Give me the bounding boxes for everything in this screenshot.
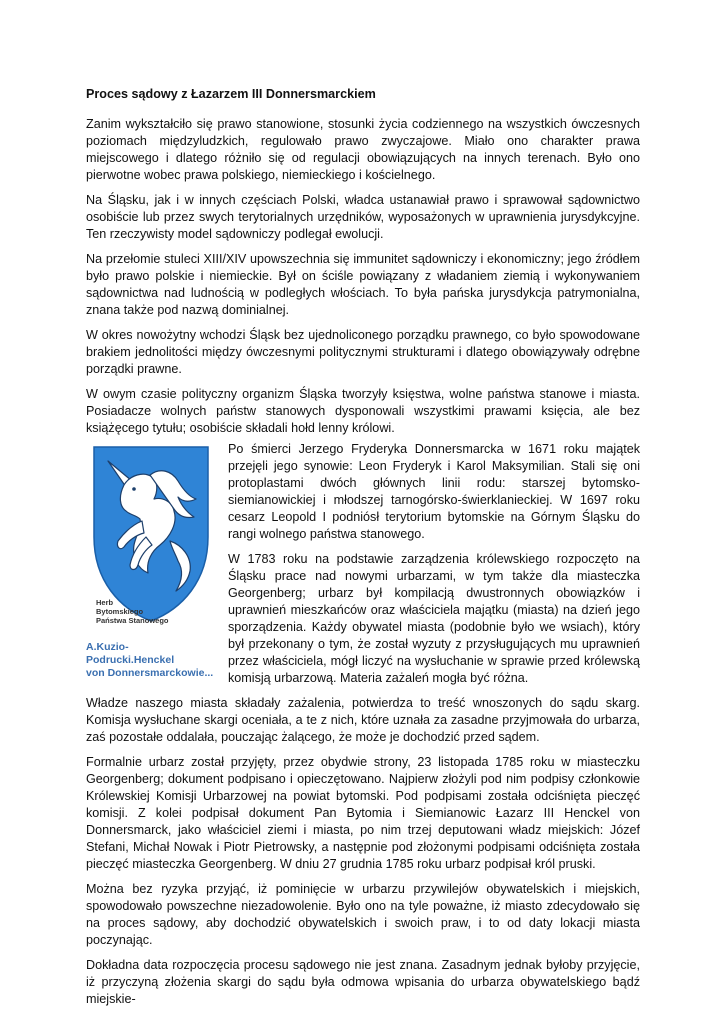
shield-label-1: Herb [96,598,114,607]
paragraph-7: Formalnie urbarz został przyjęty, przez obydwie strony, 23 listopada 1785 roku w miasteczku Georgenberg; dokument podpisano i opieczętowano. Najpierw złożyli pod nim podpisy członkowie Królewskiej Komisji Urbarzowej na powiat bytomski. Pod podpisami została odciśnięta pieczęć komisji. Z kolei podpisał dokument Pan Bytomia i Siemianowic Łazarz III Henckel von Donnersmarck, jako właściciel ziemi i miasta, po nim trzej deputowani władz miejskich: Józef Stefani, Michał Nowak i Piotr Pietrowsky, a następnie pod złożonymi podpisami odciśnięta została pieczęć miasteczka Georgenberg. W dniu 27 grudnia 1785 roku urbarz podpisał król pruski. [86,755,640,871]
paragraph-4: W okres nowożytny wchodzi Śląsk bez ujednoliconego porządku prawnego, co było spowodowane brakiem jednolitości między ówczesnymi politycznymi strukturami i dlatego obowiązywały odrębne porządki prawne. [86,328,640,376]
paragraph-9: Dokładna data rozpoczęcia procesu sądowego nie jest znana. Zasadnym jednak byłoby przyjęcie, iż przyczyną złożenia skargi do sądu była odmowa wpisania do urbarza obywatelskiego bądź miejskie- [86,958,640,1006]
side-text-column [228,441,640,695]
paragraph-8: Można bez ryzyka przyjąć, iż pominięcie w urbarzu przywilejów obywatelskich i miejskich, spowodowało powszechne niezadowolenie. Było ono na tyle poważne, iż miasto zdecydowało się na proces sądowy, aby dochodzić obywatelskich i swoich praw, i to od daty lokacji miasta poczynając. [86,882,640,947]
paragraph-side-2: W 1783 roku na podstawie zarządzenia królewskiego rozpoczęto na Śląsku prace nad nowymi urbarzami, w tym także dla miasteczka Georgenberg; urbarz był kompilacją dwustronnych obowiązków i uprawnień mieszkańców oraz właściciela majątku (miasta) na dzień jego sporządzenia. Każdy obywatel miasta (podobnie było we wsiach), który był przekonany o tym, że został wyzuty z przysługujących mu uprawnień przez właściciela, mógł liczyć na wysłuchanie w sprawie przed królewską komisją urbarzową. Materia zażaleń mogła być różna. [228,552,640,685]
paragraph-1: Zanim wykształciło się prawo stanowione, stosunki życia codziennego na wszystkich ówczesnych poziomach międzyludzkich, regulowało prawo zwyczajowe. Miało ono charakter prawa miejscowego i dlatego różniło się od regulacji obowiązujących na innych terenach. Było ono pierwotne wobec prawa polskiego, niemieckiego i kościelnego. [86,117,640,182]
document-body [86,86,640,1016]
figure-caption-line-1: A.Kuzio-Podrucki.Henckel [86,641,175,666]
coat-of-arms-figure [86,441,216,680]
shield-label-2: Bytomskiego [96,607,144,616]
paragraph-6: Władze naszego miasta składały zażalenia, potwierdza to treść wnoszonych do sądu skarg. Komisja wysłuchane skargi oceniała, a te z nich, które uznała za zasadne przyjmowała do urbarza, zaś pozostałe oddalała, pouczając żalącego, że może je dochodzić przed sądem. [86,696,640,744]
figure-caption-line-2: von Donnersmarckowie... [86,667,214,679]
figure-row [86,441,640,695]
shield-label-3: Państwa Stanowego [96,616,169,625]
paragraph-2: Na Śląsku, jak i w innych częściach Polski, władca ustanawiał prawo i sprawował sądownictwo osobiście lub przez swych terytorialnych urzędników, wyposażonych w uprawnienia jurysdykcyjne. Ten rzeczywisty model sądowniczy podlegał ewolucji. [86,193,640,241]
paragraph-3: Na przełomie stuleci XIII/XIV upowszechnia się immunitet sądowniczy i ekonomiczny; jego źródłem było prawo polskie i niemieckie. Był on ściśle powiązany z władaniem ziemią i wykonywaniem sądownictwa nad ludnością w podległych włościach. To była pańska jurysdykcja patrymonialna, znana także pod nazwą dominialnej. [86,252,640,317]
document-title: Proces sądowy z Łazarzem III Donnersmarckiem [86,87,376,101]
eye-icon [132,487,136,491]
coat-of-arms-image [86,441,216,641]
paragraph-side-1: Po śmierci Jerzego Fryderyka Donnersmarcka w 1671 roku majątek przejęli jego synowie: Leon Fryderyk i Karol Maksymilian. Stali się oni protoplastami dwóch głównych linii rodu: starszej bytomsko-siemianowickiej i młodszej tarnogórsko-świerklanieckiej. W 1697 roku cesarz Leopold I podniósł terytorium bytomskie na Górnym Śląsku do rangi wolnego państwa stanowego. [228,442,640,541]
paragraph-5: W owym czasie polityczny organizm Śląska tworzyły księstwa, wolne państwa stanowe i miasta. Posiadacze wolnych państw stanowych dysponowali wszystkimi prawami księcia, ale bez książęcego tytułu; osobiście składali hołd lenny królowi. [86,387,640,435]
